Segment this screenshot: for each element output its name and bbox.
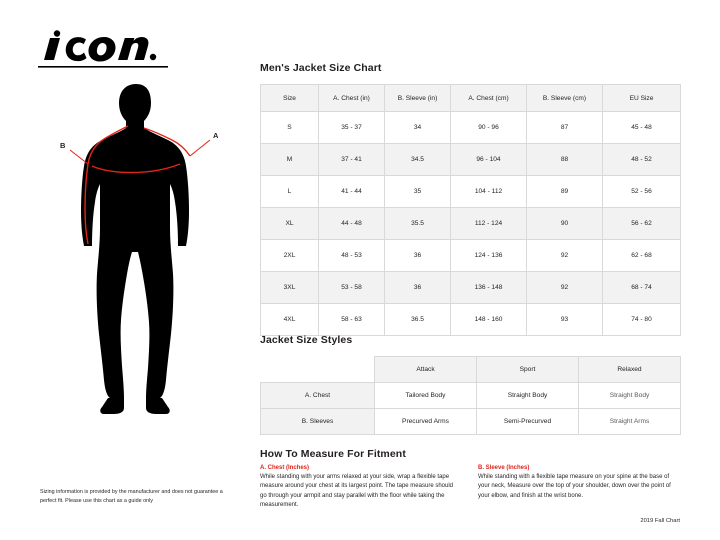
cell-eu-size: 52 - 56 (603, 176, 681, 208)
cell-eu-size: 48 - 52 (603, 144, 681, 176)
cell-chest-cm: 104 - 112 (451, 176, 527, 208)
column-header-relaxed: Relaxed (579, 357, 681, 383)
table-row (261, 144, 681, 176)
cell-sleeve-in: 36 (385, 240, 451, 272)
icon-brand-logo (38, 30, 168, 72)
cell-size: XL (261, 208, 319, 240)
how-to-measure-title: How To Measure For Fitment (260, 448, 406, 460)
cell-chest-in: 44 - 48 (319, 208, 385, 240)
male-figure-illustration (40, 78, 240, 418)
column-header-size: Size (261, 85, 319, 112)
cell-size: 3XL (261, 272, 319, 304)
cell-sport-sleeves: Semi-Precurved (477, 409, 579, 435)
measure-heading-chest: A. Chest (Inches) (260, 465, 310, 471)
cell-sleeve-cm: 87 (527, 112, 603, 144)
column-header-eu-size: EU Size (603, 85, 681, 112)
row-header-sleeves: B. Sleeves (261, 409, 375, 435)
cell-chest-cm: 96 - 104 (451, 144, 527, 176)
cell-attack-sleeves: Precurved Arms (375, 409, 477, 435)
row-header-chest: A. Chest (261, 383, 375, 409)
cell-chest-in: 53 - 58 (319, 272, 385, 304)
cell-eu-size: 74 - 80 (603, 304, 681, 336)
column-header-attack: Attack (375, 357, 477, 383)
cell-size: L (261, 176, 319, 208)
cell-size: 2XL (261, 240, 319, 272)
table-header-row (261, 85, 681, 112)
cell-chest-cm: 112 - 124 (451, 208, 527, 240)
cell-sleeve-cm: 92 (527, 240, 603, 272)
cell-eu-size: 68 - 74 (603, 272, 681, 304)
column-header-chest-in: A. Chest (in) (319, 85, 385, 112)
cell-eu-size: 45 - 48 (603, 112, 681, 144)
cell-sleeve-cm: 90 (527, 208, 603, 240)
cell-chest-in: 37 - 41 (319, 144, 385, 176)
cell-chest-in: 35 - 37 (319, 112, 385, 144)
cell-sleeve-in: 35.5 (385, 208, 451, 240)
table-row (261, 304, 681, 336)
cell-attack-chest: Tailored Body (375, 383, 477, 409)
cell-size: M (261, 144, 319, 176)
table-row (261, 383, 681, 409)
cell-sleeve-in: 36 (385, 272, 451, 304)
jacket-size-styles-table (260, 356, 681, 435)
cell-sleeve-cm: 88 (527, 144, 603, 176)
cell-eu-size: 62 - 68 (603, 240, 681, 272)
table-row (261, 240, 681, 272)
cell-chest-in: 58 - 63 (319, 304, 385, 336)
cell-chest-cm: 136 - 148 (451, 272, 527, 304)
column-header-chest-cm: A. Chest (cm) (451, 85, 527, 112)
cell-eu-size: 56 - 62 (603, 208, 681, 240)
column-header-sleeve-cm: B. Sleeve (cm) (527, 85, 603, 112)
cell-sleeve-cm: 89 (527, 176, 603, 208)
size-chart-title: Men's Jacket Size Chart (260, 62, 382, 74)
cell-chest-in: 48 - 53 (319, 240, 385, 272)
measure-column-chest (260, 465, 460, 510)
measure-heading-sleeve: B. Sleeve (Inches) (478, 465, 530, 471)
table-row (261, 272, 681, 304)
cell-chest-cm: 148 - 160 (451, 304, 527, 336)
column-header-sport: Sport (477, 357, 579, 383)
table-row (261, 112, 681, 144)
measure-body-sleeve: While standing with a flexible tape measure on your spine at the base of your neck, Measure over the top of your shoulder, down over the point of your elbow, and finish at the wrist bone. (478, 474, 671, 499)
column-header-sleeve-in: B. Sleeve (in) (385, 85, 451, 112)
how-to-measure-columns (260, 465, 680, 510)
cell-chest-cm: 90 - 96 (451, 112, 527, 144)
cell-sleeve-cm: 92 (527, 272, 603, 304)
size-chart-table (260, 84, 681, 336)
styles-corner-cell (261, 357, 375, 383)
cell-sleeve-cm: 93 (527, 304, 603, 336)
cell-sleeve-in: 34.5 (385, 144, 451, 176)
table-row (261, 208, 681, 240)
figure-marker-b: B (60, 141, 66, 150)
figure-marker-a: A (213, 131, 219, 140)
cell-chest-in: 41 - 44 (319, 176, 385, 208)
cell-relaxed-chest: Straight Body (579, 383, 681, 409)
cell-sleeve-in: 34 (385, 112, 451, 144)
cell-sleeve-in: 35 (385, 176, 451, 208)
left-column (0, 0, 250, 540)
cell-relaxed-sleeves: Straight Arms (579, 409, 681, 435)
jacket-size-styles-title: Jacket Size Styles (260, 334, 353, 346)
table-header-row (261, 357, 681, 383)
cell-chest-cm: 124 - 136 (451, 240, 527, 272)
cell-sleeve-in: 36.5 (385, 304, 451, 336)
cell-sport-chest: Straight Body (477, 383, 579, 409)
cell-size: 4XL (261, 304, 319, 336)
measure-column-sleeve (478, 465, 678, 510)
cell-size: S (261, 112, 319, 144)
table-row (261, 409, 681, 435)
measure-body-chest: While standing with your arms relaxed at your side, wrap a flexible tape measure around your chest at its largest point. The tape measure should go through your armpit and stay parallel with the floor while taking the measurement. (260, 474, 453, 508)
chart-edition-note: 2019 Fall Chart (640, 518, 680, 524)
table-row (261, 176, 681, 208)
sizing-disclaimer: Sizing information is provided by the manufacturer and does not guarantee a perfect fit. Please use this chart as a guide only (40, 489, 223, 504)
